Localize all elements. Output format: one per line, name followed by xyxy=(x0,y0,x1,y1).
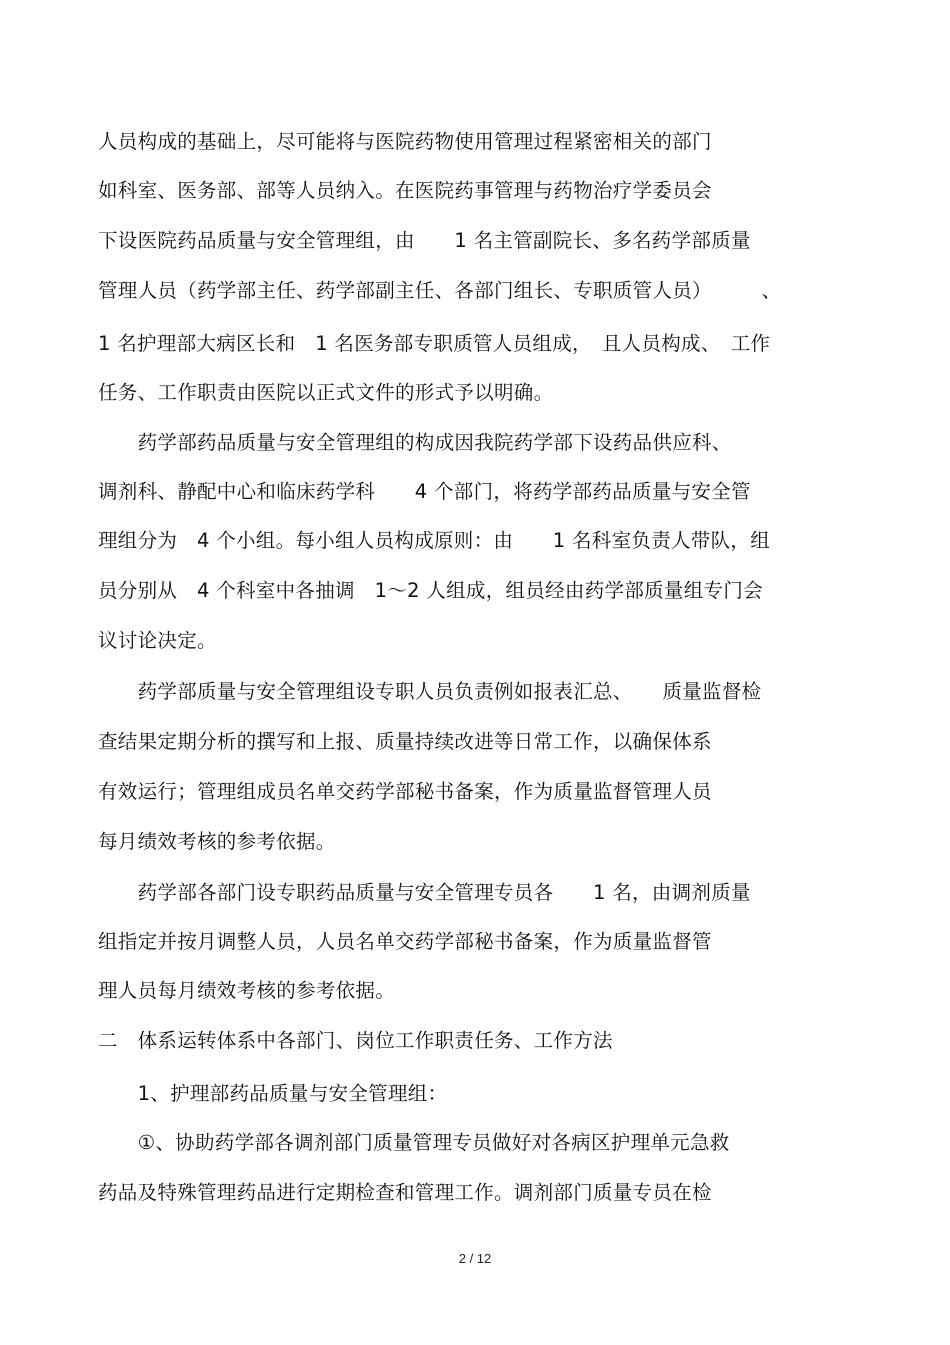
text-line: 任务、工作职责由医院以正式文件的形式予以明确。 xyxy=(98,381,554,404)
text-line: 管理人员（药学部主任、药学部副主任、各部门组长、专职质管人员） 、 xyxy=(98,279,782,302)
text-line: 1 名护理部大病区长和 1 名医务部专职质管人员组成， 且人员构成、 工作 xyxy=(98,332,771,355)
text-line: 药学部各部门设专职药品质量与安全管理专员各 1 名，由调剂质量 xyxy=(98,881,751,904)
subsection-heading: 1、护理部药品质量与安全管理组： xyxy=(98,1082,448,1105)
section-heading: 二 体系运转体系中各部门、岗位工作职责任务、工作方法 xyxy=(98,1029,613,1052)
text-line: 理组分为 4 个小组。每小组人员构成原则：由 1 名科室负责人带队，组 xyxy=(98,529,771,552)
text-line: 有效运行；管理组成员名单交药学部秘书备案，作为质量监督管理人员 xyxy=(98,780,712,803)
text-line: 员分别从 4 个科室中各抽调 1～2 人组成，组员经由药学部质量组专门会 xyxy=(98,579,763,602)
text-line: 下设医院药品质量与安全管理组，由 1 名主管副院长、多名药学部质量 xyxy=(98,229,751,252)
page-number: 2 / 12 xyxy=(458,1251,492,1266)
text-line: 药学部质量与安全管理组设专职人员负责例如报表汇总、 质量监督检 xyxy=(98,680,762,703)
text-line: 调剂科、静配中心和临床药学科 4 个部门，将药学部药品质量与安全管 xyxy=(98,480,751,503)
text-line: 如科室、医务部、部等人员纳入。在医院药事管理与药物治疗学委员会 xyxy=(98,179,712,202)
text-line: 每月绩效考核的参考依据。 xyxy=(98,830,336,853)
text-line: 组指定并按月调整人员，人员名单交药学部秘书备案，作为质量监督管 xyxy=(98,930,712,953)
text-line: 理人员每月绩效考核的参考依据。 xyxy=(98,979,396,1002)
text-line: 药学部药品质量与安全管理组的构成因我院药学部下设药品供应科、 xyxy=(98,431,732,454)
text-line: 议讨论决定。 xyxy=(98,629,217,652)
text-line: 人员构成的基础上，尽可能将与医院药物使用管理过程紧密相关的部门 xyxy=(98,130,712,153)
text-line: ①、协助药学部各调剂部门质量管理专员做好对各病区护理单元急救 xyxy=(98,1131,730,1154)
text-line: 查结果定期分析的撰写和上报、质量持续改进等日常工作，以确保体系 xyxy=(98,730,712,753)
text-line: 药品及特殊管理药品进行定期检查和管理工作。调剂部门质量专员在检 xyxy=(98,1181,712,1204)
